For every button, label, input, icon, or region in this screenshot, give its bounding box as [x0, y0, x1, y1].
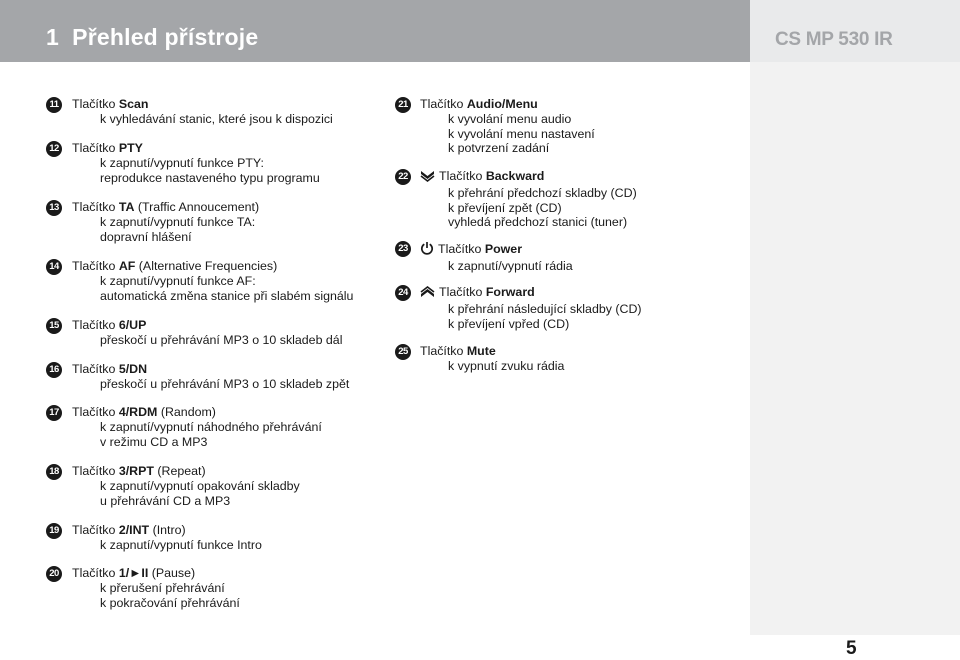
item-description: k převíjení zpět (CD) [448, 200, 562, 215]
item-lead: Tlačítko [72, 566, 119, 580]
item-heading [420, 169, 637, 186]
item-21 [398, 97, 595, 156]
item-19 [49, 523, 262, 553]
button-name: Forward [485, 285, 535, 299]
button-name: 1/►II [118, 566, 149, 580]
item-description: přeskočí u přehrávání MP3 o 10 skladeb zpět [100, 376, 350, 391]
button-name: Backward [485, 169, 545, 183]
forward-icon [420, 286, 435, 302]
item-description: k pokračování přehrávání [100, 595, 240, 610]
button-name: Mute [466, 344, 496, 358]
item-24 [398, 285, 642, 331]
item-lead: Tlačítko [72, 200, 119, 214]
item-description: k přerušení přehrávání [100, 580, 225, 595]
item-description: k potvrzení zadání [448, 141, 550, 156]
item-number-badge: 14 [46, 259, 62, 275]
button-name: Scan [118, 97, 149, 111]
item-number-badge: 25 [395, 344, 411, 360]
item-lead: Tlačítko [72, 464, 119, 478]
button-name: Audio/Menu [466, 97, 538, 111]
item-description: k vypnutí zvuku rádia [448, 358, 565, 373]
item-description: k zapnutí/vypnutí náhodného přehrávání [100, 419, 322, 434]
item-number-badge: 18 [46, 464, 62, 480]
item-lead: Tlačítko [72, 318, 119, 332]
button-name: 4/RDM [118, 405, 158, 419]
item-18 [49, 464, 300, 508]
item-heading [420, 285, 642, 302]
item-heading [72, 259, 353, 274]
item-heading [420, 344, 564, 359]
item-lead: Tlačítko [72, 141, 119, 155]
item-description: přeskočí u přehrávání MP3 o 10 skladeb dál [100, 332, 343, 347]
item-heading [72, 141, 320, 156]
item-heading [420, 241, 573, 259]
item-heading [72, 566, 240, 581]
item-description: u přehrávání CD a MP3 [100, 493, 231, 508]
item-15 [49, 318, 343, 348]
item-number-badge: 16 [46, 362, 62, 378]
item-heading [420, 97, 595, 112]
item-lead: Tlačítko [72, 405, 119, 419]
button-note: (Pause) [148, 566, 196, 580]
item-lead: Tlačítko [439, 285, 486, 299]
button-note: (Traffic Annoucement) [134, 200, 260, 214]
item-14 [49, 259, 354, 303]
item-heading [72, 200, 259, 215]
item-description: k přehrání následující skladby (CD) [448, 301, 642, 316]
button-name: 5/DN [118, 362, 148, 376]
item-16 [49, 362, 350, 392]
button-name: TA [118, 200, 135, 214]
item-number-badge: 23 [395, 241, 411, 257]
item-13 [49, 200, 260, 244]
button-note: (Alternative Frequencies) [135, 259, 278, 273]
item-description: k vyhledávání stanic, které jsou k dispozici [100, 111, 333, 126]
item-20 [49, 566, 240, 610]
item-heading [72, 405, 322, 420]
item-lead: Tlačítko [420, 97, 467, 111]
item-description: k zapnutí/vypnutí funkce TA: [100, 214, 256, 229]
item-description: v režimu CD a MP3 [100, 434, 208, 449]
item-description: k zapnutí/vypnutí opakování skladby [100, 478, 300, 493]
page-number: 5 [846, 638, 857, 659]
item-number-badge: 24 [395, 285, 411, 301]
item-number-badge: 21 [395, 97, 411, 113]
item-heading [72, 523, 262, 538]
item-lead: Tlačítko [72, 259, 119, 273]
button-name: Power [484, 242, 523, 256]
page-header [0, 0, 960, 62]
page-title: 1 Přehled přístroje [46, 24, 259, 50]
item-description: dopravní hlášení [100, 229, 192, 244]
item-11 [49, 97, 333, 127]
item-heading [72, 362, 349, 377]
item-number-badge: 12 [46, 141, 62, 157]
item-description: k vyvolání menu audio [448, 111, 572, 126]
button-name: PTY [118, 141, 143, 155]
backward-icon [420, 170, 435, 186]
item-description: k převíjení vpřed (CD) [448, 316, 570, 331]
item-description: k zapnutí/vypnutí funkce Intro [100, 537, 262, 552]
item-lead: Tlačítko [420, 344, 467, 358]
item-17 [49, 405, 322, 449]
item-22 [398, 169, 637, 230]
item-number-badge: 19 [46, 523, 62, 539]
item-heading [72, 464, 300, 479]
item-description: reprodukce nastaveného typu programu [100, 170, 320, 185]
item-lead: Tlačítko [72, 362, 119, 376]
item-description: vyhledá předchozí stanici (tuner) [448, 215, 628, 230]
item-lead: Tlačítko [438, 242, 485, 256]
item-lead: Tlačítko [72, 523, 119, 537]
item-number-badge: 15 [46, 318, 62, 334]
button-note: (Random) [157, 405, 216, 419]
item-12 [49, 141, 320, 185]
model-name: CS MP 530 IR [775, 29, 893, 50]
item-heading [72, 318, 342, 333]
button-name: 6/UP [118, 318, 147, 332]
item-number-badge: 13 [46, 200, 62, 216]
item-description: k přehrání předchozí skladby (CD) [448, 185, 637, 200]
item-number-badge: 20 [46, 566, 62, 582]
button-note: (Intro) [149, 523, 186, 537]
item-description: k zapnutí/vypnutí funkce PTY: [100, 155, 264, 170]
power-icon [420, 241, 434, 259]
item-number-badge: 17 [46, 405, 62, 421]
button-name: AF [118, 259, 136, 273]
button-name: 2/INT [118, 523, 150, 537]
button-name: 3/RPT [118, 464, 154, 478]
item-description: k zapnutí/vypnutí rádia [448, 258, 573, 273]
item-description: k vyvolání menu nastavení [448, 126, 595, 141]
button-note: (Repeat) [153, 464, 206, 478]
item-lead: Tlačítko [439, 169, 486, 183]
item-heading [72, 97, 333, 112]
item-description: k zapnutí/vypnutí funkce AF: [100, 273, 256, 288]
item-number-badge: 22 [395, 169, 411, 185]
item-25 [398, 344, 565, 374]
item-description: automatická změna stanice při slabém signálu [100, 288, 354, 303]
item-lead: Tlačítko [72, 97, 119, 111]
item-number-badge: 11 [46, 97, 62, 113]
item-23 [398, 241, 573, 274]
side-strip [750, 62, 960, 635]
